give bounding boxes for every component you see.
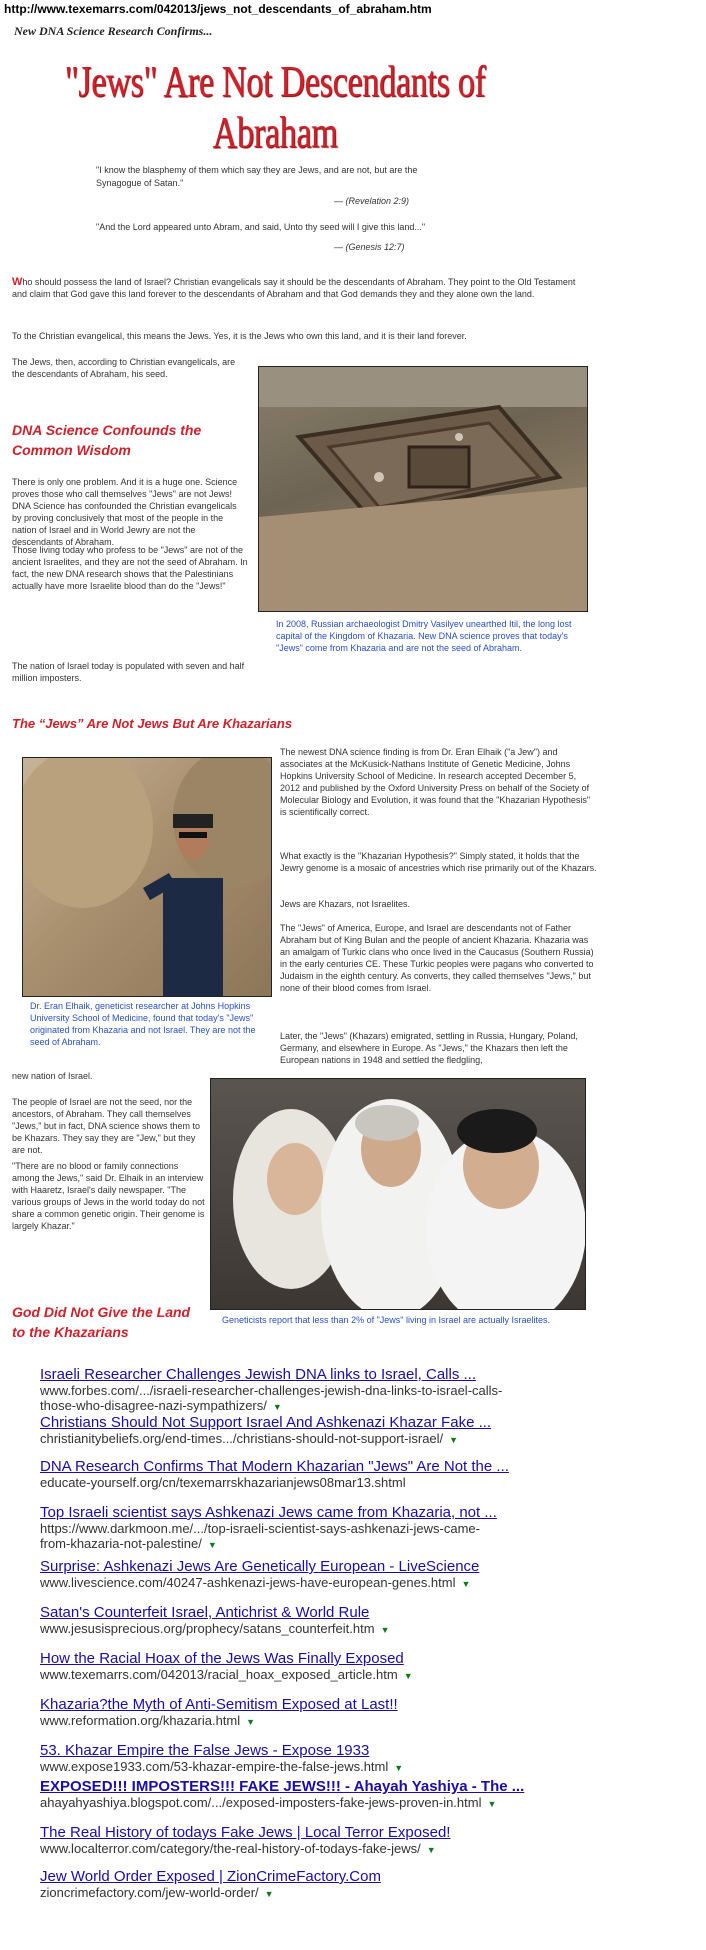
result-url: www.localterror.com/category/the-real-history-of-todays-fake-jews/ ▼ [40,1841,436,1856]
section1-paragraph-3: The nation of Israel today is populated with seven and half million imposters. [12,661,245,683]
israelis-caption: Geneticists report that less than 2% of "Jews" living in Israel are actually Israelites. [222,1315,551,1325]
excavation-caption: In 2008, Russian archaeologist Dmitry Vasilyev unearthed Itil, the long lost capital of the Kingdom of Khazaria. New DNA science proves that today's "Jews" come from Khazaria and are not the seed of Abraham. [276,619,572,653]
url-bar: http://www.texemarrs.com/042013/jews_not_descendants_of_abraham.htm [4,2,432,16]
caret-down-icon[interactable]: ▼ [394,1763,404,1773]
quote-1-cite: — (Revelation 2:9) [334,196,410,206]
excavation-illustration [259,367,587,611]
intro-paragraph-1 [12,276,588,300]
intro-p1-text: ho should possess the land of Israel? Christian evangelicals say it should be the descendants of Abraham. They point to the Old Testament and claim that God gave this land forever to the descendants of Abraham and that God demands they and they alone own the land. [12,277,576,299]
quote-2-cite: — (Genesis 12:7) [334,242,405,252]
section3-paragraph-1: The people of Israel are not the seed, nor the ancestors, of Abraham. They call themselves "Jews," but in fact, DNA science shows them to be Khazars. They say they are "Jew," but they are not. [12,1097,200,1155]
israelis-photo [210,1078,586,1310]
section-heading-khazarians: The “Jews” Are Not Jews But Are Khazarians [12,716,293,731]
caret-down-icon[interactable]: ▼ [403,1671,413,1681]
section2-paragraph-2: What exactly is the "Khazarian Hypothesis?" Simply stated, it holds that the Jewry genome is a mosaic of ancestries which rise primarily out of the Khazars. [280,851,597,873]
caret-down-icon[interactable]: ▼ [461,1579,471,1589]
excavation-photo [258,366,588,612]
search-result [40,1824,680,1868]
caret-down-icon[interactable]: ▼ [246,1717,256,1727]
quote-1-line1: "I know the blasphemy of them which say they are Jews, and are not, but are the [96,165,418,175]
elhaik-illustration [23,758,271,996]
section3-paragraph-2: "There are no blood or family connections among the Jews," said Dr. Elhaik in an interview with Haaretz, Israel's daily newspaper. "The various groups of Jews in the world today do not share a common genetic origin. Their genome is largely Khazar." [12,1161,205,1231]
search-result [40,1604,680,1650]
caret-down-icon[interactable]: ▼ [207,1540,217,1550]
result-url: christianitybeliefs.org/end-times.../christians-should-not-support-israel/ ▼ [40,1431,459,1446]
page-title: "Jews" Are Not Descendants of Abraham [64,57,486,157]
section2-paragraph-4: The "Jews" of America, Europe, and Israel are descendants not of Father Abraham but of King Bulan and the people of ancient Khazaria. Khazaria was an amalgam of Turkic clans who once lived in the Caucasus (Southern Russia) in the early centuries CE. These Turkic peoples were pagans who converted to Judaism in the eighth century. As converts, they called themselves "Jews," but none of their blood comes from Israel. [280,923,594,993]
intro-paragraph-3: The Jews, then, according to Christian evangelicals, are the descendants of Abraham, his seed. [12,357,236,379]
search-result [40,1414,680,1458]
search-result [40,1868,680,1908]
search-result [40,1742,680,1778]
search-result [40,1458,680,1504]
result-url: www.texemarrs.com/042013/racial_hoax_exposed_article.htm ▼ [40,1667,413,1682]
search-result [40,1650,680,1696]
result-link[interactable]: Surprise: Ashkenazi Jews Are Genetically European - LiveScience [40,1558,480,1575]
section2-paragraph-3: Jews are Khazars, not Israelites. [280,899,411,909]
caret-down-icon[interactable]: ▼ [380,1625,390,1635]
result-link[interactable]: The Real History of todays Fake Jews | Local Terror Exposed! [40,1824,451,1841]
intro-paragraph-2: To the Christian evangelical, this means the Jews. Yes, it is the Jews who own this land, and it is their land forever. [12,331,467,341]
dropcap: W [12,276,23,288]
result-link[interactable]: Khazaria?the Myth of Anti-Semitism Exposed at Last!! [40,1696,398,1713]
result-url: zioncrimefactory.com/jew-world-order/ ▼ [40,1885,274,1900]
result-link[interactable]: EXPOSED!!! IMPOSTERS!!! FAKE JEWS!!! - Ahayah Yashiya - The ... [40,1778,525,1795]
result-url: www.livescience.com/40247-ashkenazi-jews-have-european-genes.html ▼ [40,1575,471,1590]
elhaik-caption: Dr. Eran Elhaik, geneticist researcher at Johns Hopkins University School of Medicine, found that today's "Jews" originated from Khazaria and not Israel. They are not the seed of Abraham. [30,1001,256,1047]
search-results [40,1366,680,1908]
result-url: www.forbes.com/.../israeli-researcher-challenges-jewish-dna-links-to-israel-calls- [40,1383,503,1398]
result-link[interactable]: Israeli Researcher Challenges Jewish DNA links to Israel, Calls ... [40,1366,477,1383]
quote-1-line2: Synagogue of Satan." [96,178,184,188]
result-url: https://www.darkmoon.me/.../top-israeli-scientist-says-ashkenazi-jews-came- [40,1521,480,1536]
section1-paragraph-1: There is only one problem. And it is a huge one. Science proves those who call themselves "Jews" are not Jews! DNA Science has confounded the Christian evangelicals by proving conclusively that most of the people in the nation of Israel and in World Jewry are not the descendants of Abraham. [12,477,238,547]
search-result [40,1558,680,1604]
search-result [40,1504,680,1558]
result-url: www.reformation.org/khazaria.html ▼ [40,1713,256,1728]
result-url: www.jesusisprecious.org/prophecy/satans_counterfeit.htm ▼ [40,1621,390,1636]
search-result [40,1696,680,1742]
page-subtitle: New DNA Science Research Confirms... [14,24,213,38]
caret-down-icon[interactable]: ▼ [426,1845,436,1855]
result-link[interactable]: 53. Khazar Empire the False Jews - Expose 1933 [40,1742,370,1759]
result-url-continued: those-who-disagree-nazi-sympathizers/ ▼ [40,1398,282,1413]
caret-down-icon[interactable]: ▼ [272,1402,282,1412]
result-link[interactable]: DNA Research Confirms That Modern Khazarian "Jews" Are Not the ... [40,1458,509,1475]
caret-down-icon[interactable]: ▼ [264,1889,274,1899]
result-url-continued: from-khazaria-not-palestine/ ▼ [40,1536,217,1551]
result-url: www.expose1933.com/53-khazar-empire-the-false-jews.html ▼ [40,1759,404,1774]
israelis-illustration [211,1079,585,1309]
search-result [40,1366,680,1414]
caret-down-icon[interactable]: ▼ [449,1435,459,1445]
caret-down-icon[interactable]: ▼ [487,1799,497,1809]
section2-paragraph-5-end: new nation of Israel. [12,1071,93,1081]
result-link[interactable]: How the Racial Hoax of the Jews Was Finally Exposed [40,1650,404,1667]
result-link[interactable]: Top Israeli scientist says Ashkenazi Jews came from Khazaria, not ... [40,1504,497,1521]
quote-2: "And the Lord appeared unto Abram, and said, Unto thy seed will I give this land..." [96,222,426,232]
result-url: ahayahyashiya.blogspot.com/.../exposed-imposters-fake-jews-proven-in.html ▼ [40,1795,497,1810]
result-link[interactable]: Jew World Order Exposed | ZionCrimeFactory.Com [40,1868,381,1885]
result-link[interactable]: Satan's Counterfeit Israel, Antichrist & World Rule [40,1604,370,1621]
section-heading-god-did-not-give: God Did Not Give the Land to the Khazarians [12,1304,191,1340]
section2-paragraph-1: The newest DNA science finding is from Dr. Eran Elhaik ("a Jew") and associates at the McKusick-Nathans Institute of Genetic Medicine, Johns Hopkins University School of Medicine. In research accepted December 5, 2012 and published by the Oxford University Press on behalf of the Society of Molecular Biology and Evolution, it was found that the "Khazarian Hypothesis" is scientifically correct. [280,747,591,817]
result-link[interactable]: Christians Should Not Support Israel And Ashkenazi Khazar Fake ... [40,1414,492,1431]
quote-1 [96,164,516,190]
search-result [40,1778,680,1824]
elhaik-photo [22,757,272,997]
section1-paragraph-2: Those living today who profess to be "Jews" are not of the ancient Israelites, and they are not the seed of Abraham. In fact, the new DNA research shows that the Palestinians actually have more Israelite blood than do the "Jews!" [12,545,248,591]
section-heading-dna-science: DNA Science Confounds the Common Wisdom [12,422,202,458]
result-url: educate-yourself.org/cn/texemarrskhazarianjews08mar13.shtml [40,1475,406,1490]
section2-paragraph-5: Later, the "Jews" (Khazars) emigrated, settling in Russia, Hungary, Poland, Germany, and elsewhere in Europe. As "Jews," the Khazars then left the European nations in 1948 and settled the fledgling, [280,1031,578,1065]
